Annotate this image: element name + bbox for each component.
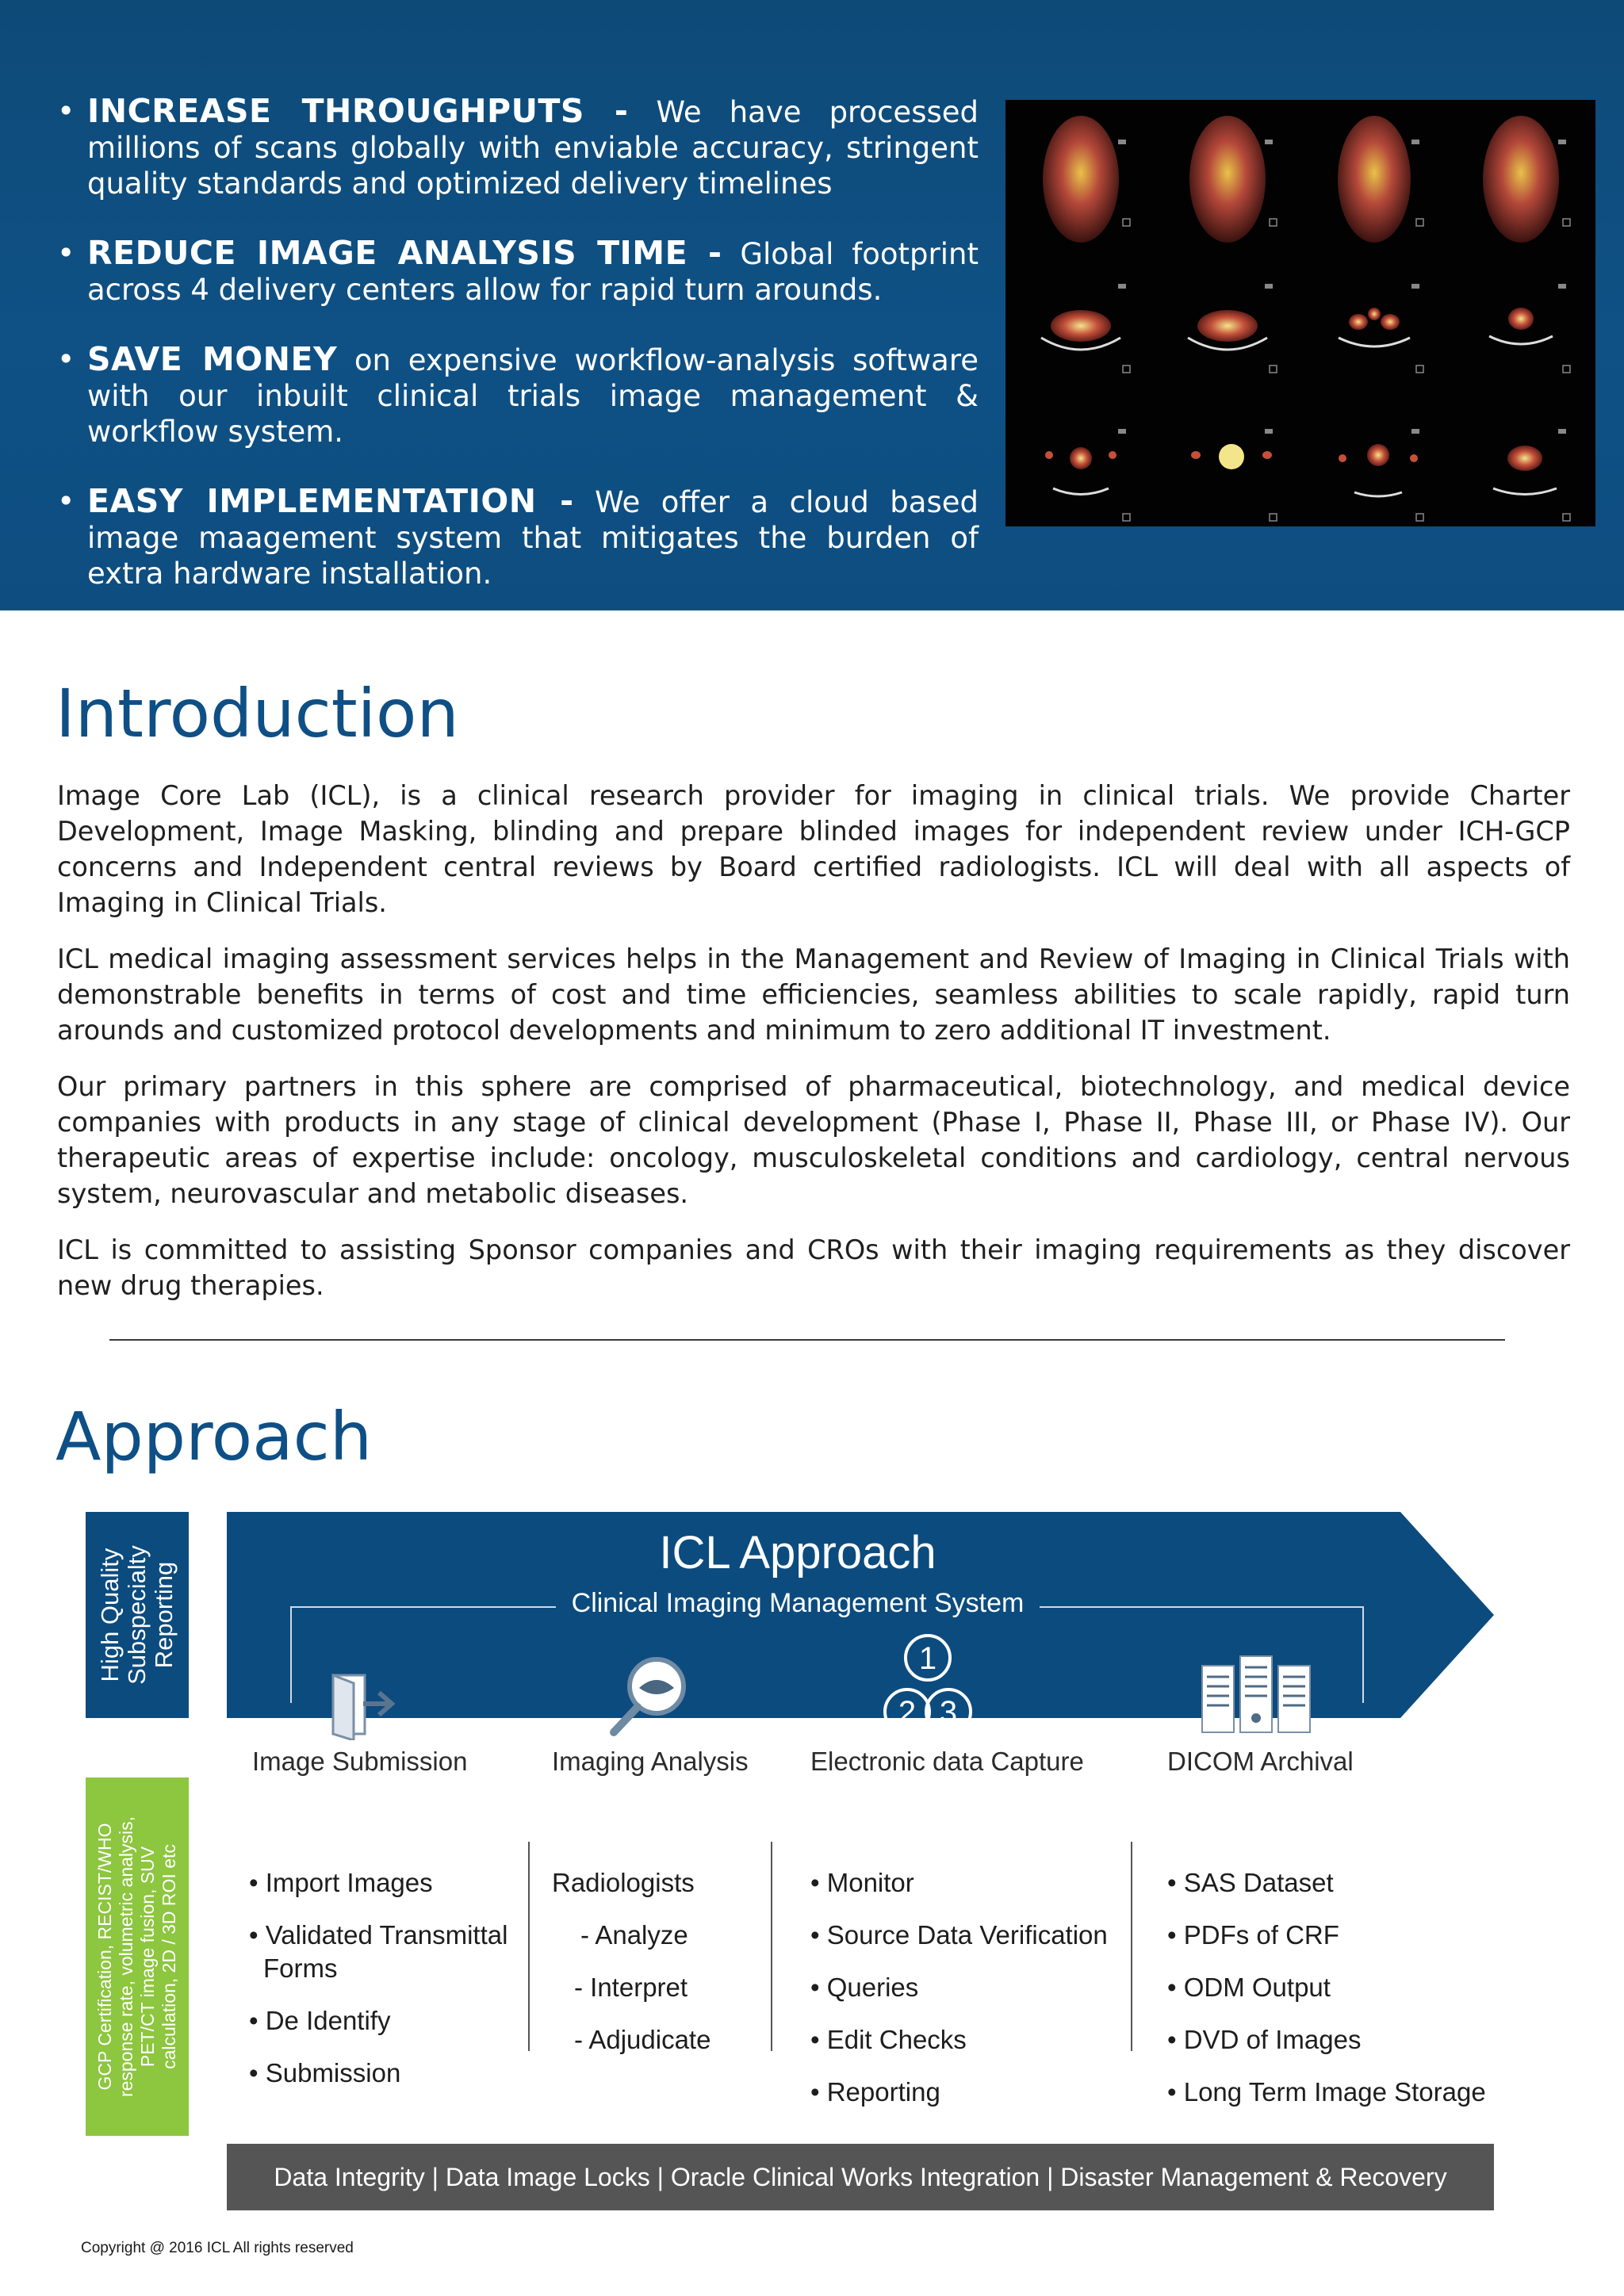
stage-number: 2 xyxy=(898,1695,917,1730)
diagram-title: ICL Approach xyxy=(659,1527,936,1578)
column-separator xyxy=(528,1842,530,2051)
approach-title: Approach xyxy=(56,1398,373,1475)
paragraph: Our primary partners in this sphere are comprised of pharmaceutical, biotechnology, and medical device companies with products in any stage of clinical development (Phase I, Phase II, Phase III, or Phase IV). Our therapeutic areas of expertise include: oncology, musculoskeletal conditions and cardiology, central nervous system, neurovascular and metabolic diseases. xyxy=(57,1071,1570,1209)
list-item: • Monitor xyxy=(810,1868,914,1897)
integration-footer-bar: Data Integrity | Data Image Locks | Oracle Clinical Works Integration | Disaster Management & Recovery xyxy=(227,2144,1494,2210)
side-label: response rate, volumetric analysis, xyxy=(116,1816,137,2098)
diagram-subtitle: Clinical Imaging Management System xyxy=(227,1588,1369,1619)
list-item: • Long Term Image Storage xyxy=(1167,2077,1486,2107)
list-item: • Edit Checks xyxy=(810,2025,967,2054)
column-separator xyxy=(771,1842,772,2051)
introduction-title: Introduction xyxy=(56,675,459,752)
stage-electronic-data-capture: Electronic data Capture xyxy=(810,1747,1084,1776)
top-banner xyxy=(0,0,1624,610)
side-label: Reporting xyxy=(150,1561,178,1669)
paragraph: Image Core Lab (ICL), is a clinical research provider for imaging in clinical trials. We provide Charter Development, Image Masking, blinding and prepare blinded images for independent review under ICH-GCP concerns and Independent central reviews by Board certified radiologists. ICL will deal with all aspects of Imaging in Clinical Trials. xyxy=(57,780,1570,918)
benefit-heading: REDUCE IMAGE ANALYSIS TIME - xyxy=(87,234,722,272)
analysis-list xyxy=(552,1867,710,2076)
list-item: • SAS Dataset xyxy=(1167,1868,1334,1897)
section-divider xyxy=(109,1339,1505,1341)
benefit-text: Global footprint across 4 delivery centers allow for rapid turn arounds. xyxy=(87,237,979,307)
bullet-dot: • xyxy=(57,235,75,270)
submission-list xyxy=(249,1867,508,2110)
numbered-circles-icon xyxy=(872,1631,983,1742)
side-label: PET/CT image fusion, SUV xyxy=(137,1846,159,2068)
list-item: • Validated Transmittal xyxy=(249,1920,508,1950)
stage-image-submission: Image Submission xyxy=(252,1747,468,1776)
benefit-heading: INCREASE THROUGHPUTS - xyxy=(87,92,629,130)
icl-approach-diagram xyxy=(79,1510,1507,2224)
benefit-text: on expensive workflow-analysis software with our inbuilt clinical trials image management & workflow system. xyxy=(87,343,979,449)
introduction-body xyxy=(57,778,1570,1324)
benefit-item xyxy=(57,235,979,308)
certification-side-bar xyxy=(86,1777,189,2136)
stage-dicom-archival: DICOM Archival xyxy=(1167,1747,1354,1776)
benefit-heading: SAVE MONEY xyxy=(87,340,338,378)
list-item: Radiologists xyxy=(552,1868,695,1897)
benefit-text: We have processed millions of scans globally with enviable accuracy, stringent quality standards and optimized delivery timelines xyxy=(87,95,979,201)
door-export-icon xyxy=(327,1669,403,1740)
benefit-text: We offer a cloud based image maagement system that mitigates the burden of extra hardware installation. xyxy=(87,485,979,591)
list-item: • Queries xyxy=(810,1973,919,2002)
list-item: • De Identify xyxy=(249,2006,391,2035)
quality-side-bar xyxy=(86,1512,189,1718)
list-item: • Reporting xyxy=(810,2077,940,2107)
side-label: GCP Certification, RECIST/WHO xyxy=(94,1823,116,2091)
list-item: • Import Images xyxy=(249,1868,433,1897)
scan-grid-illustration xyxy=(1005,100,1595,526)
benefit-heading: EASY IMPLEMENTATION - xyxy=(87,482,574,520)
data-capture-list xyxy=(810,1867,1108,2129)
bullet-dot: • xyxy=(57,342,75,377)
pet-ct-scan-image xyxy=(1005,100,1595,526)
paragraph: ICL medical imaging assessment services helps in the Management and Review of Imaging in Clinical Trials with demonstrable benefits in terms of cost and time efficiencies, seamless abilities to scale rapidly, rapid turn arounds and customized protocol developments and minimum to zero additional IT investment. xyxy=(57,943,1570,1046)
column-separator xyxy=(1131,1842,1132,2051)
benefit-item xyxy=(57,94,979,201)
list-item: • Submission xyxy=(249,2058,401,2087)
list-item: • Source Data Verification xyxy=(810,1920,1108,1950)
list-item: Forms xyxy=(263,1954,338,1983)
bullet-dot: • xyxy=(57,484,75,519)
axial-scan-row xyxy=(1041,308,1553,350)
copyright-notice: Copyright @ 2016 ICL All rights reserved xyxy=(81,2240,354,2256)
list-item: • DVD of Images xyxy=(1167,2025,1362,2054)
benefit-list xyxy=(57,94,979,626)
paragraph: ICL is committed to assisting Sponsor companies and CROs with their imaging requirements as they discover new drug therapies. xyxy=(57,1234,1570,1301)
list-item: - Analyze xyxy=(580,1920,688,1950)
magnifier-eye-icon xyxy=(603,1653,698,1740)
list-item: - Interpret xyxy=(574,1973,688,2002)
server-rack-icon xyxy=(1197,1650,1316,1737)
benefit-item xyxy=(57,342,979,450)
coronal-scan-row xyxy=(1043,116,1559,243)
stage-number: 3 xyxy=(939,1695,958,1730)
archival-list xyxy=(1167,1867,1486,2129)
list-item: - Adjudicate xyxy=(574,2025,711,2054)
pelvic-scan-row xyxy=(1045,444,1557,496)
list-item: • ODM Output xyxy=(1167,1973,1331,2002)
side-label: Subspecialty xyxy=(123,1545,151,1685)
stage-imaging-analysis: Imaging Analysis xyxy=(552,1747,749,1776)
side-label: High Quality xyxy=(96,1548,124,1682)
benefit-item xyxy=(57,484,979,591)
side-label: calculation, 2D / 3D ROI etc xyxy=(159,1844,180,2069)
list-item: • PDFs of CRF xyxy=(1167,1920,1339,1950)
bullet-dot: • xyxy=(57,94,75,128)
stage-number: 1 xyxy=(918,1641,937,1676)
